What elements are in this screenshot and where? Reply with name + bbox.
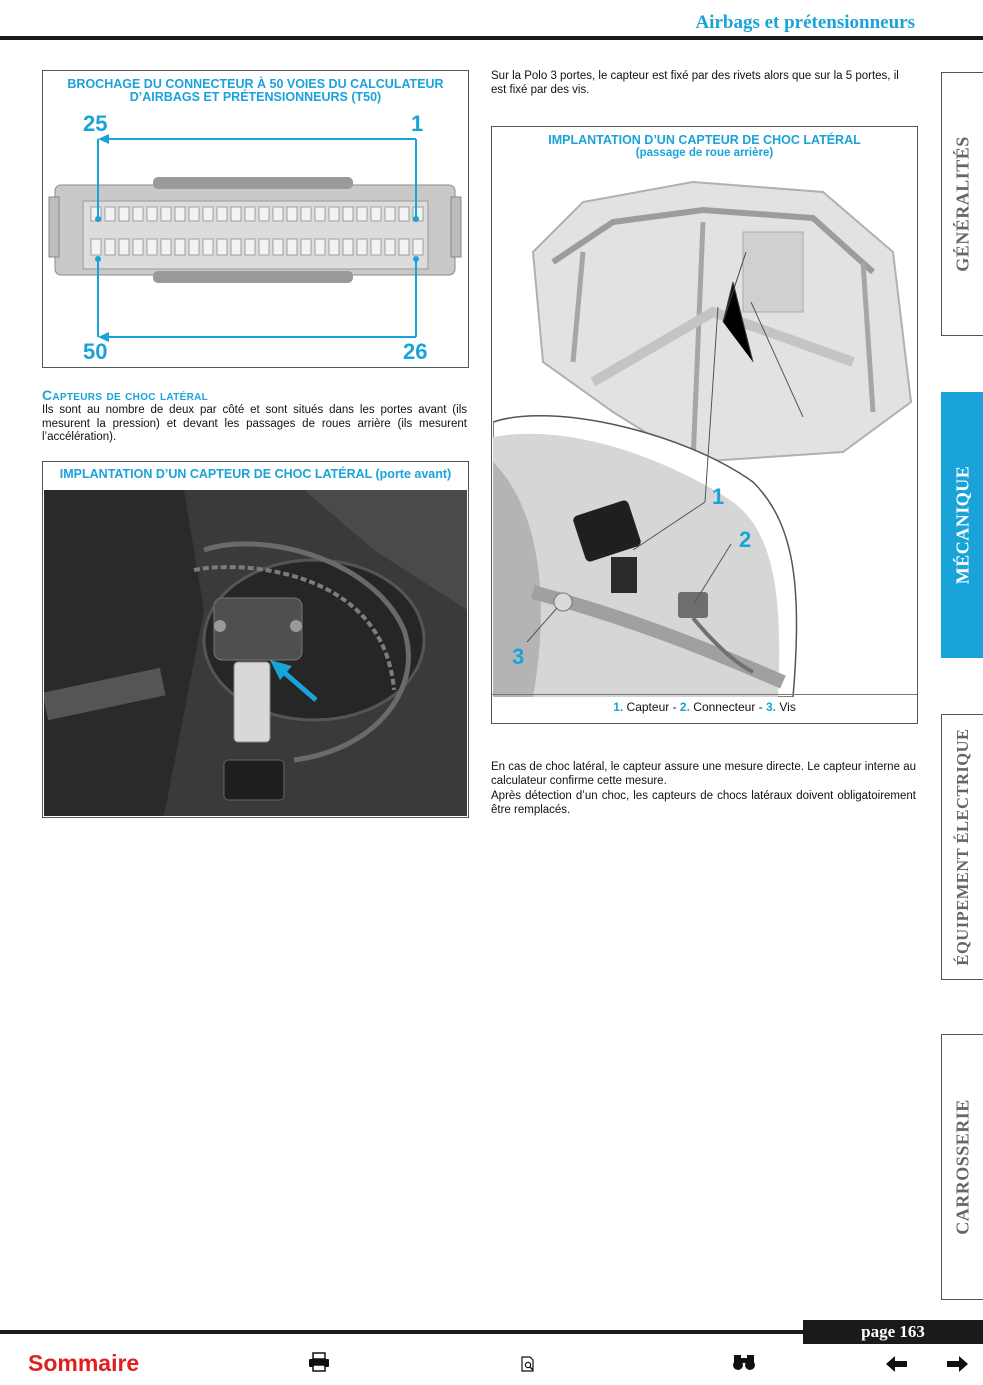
result-paragraph-1: En cas de choc latéral, le capteur assure une mesure directe. Le capteur interne au calculateur confirme cette mesure. [491, 761, 916, 787]
rear-wheel-illustration [493, 162, 916, 697]
header-rule [0, 36, 983, 40]
rear-figure-title-line2: (passage de roue arrière) [635, 147, 774, 159]
arrow-right-icon[interactable] [946, 1356, 968, 1372]
tab-generalites[interactable] [941, 72, 983, 336]
pin-label-25: 25 [83, 111, 108, 136]
legend-num-1: 1. [613, 700, 624, 714]
tab-equipement-label: ÉQUIPEMENT ÉLECTRIQUE [953, 728, 972, 966]
legend-sep-1: - [669, 700, 680, 714]
page-number: page 163 [861, 1322, 925, 1341]
legend-num-2: 2. [679, 700, 690, 714]
pin-label-26: 26 [403, 339, 428, 364]
legend-sep-2: - [755, 700, 766, 714]
tab-mecanique-label: MÉCANIQUE [952, 465, 973, 585]
tab-carrosserie[interactable] [941, 1034, 983, 1300]
tab-equipement-electrique[interactable] [941, 714, 983, 980]
front-door-figure-title: IMPLANTATION D’UN CAPTEUR DE CHOC LATÉRAL (porte avant) [59, 467, 452, 481]
connector-figure [42, 70, 469, 368]
printer-icon[interactable] [308, 1352, 330, 1372]
arrow-left-icon[interactable] [886, 1356, 908, 1372]
result-paragraph-2: Après détection d’un choc, les capteurs de chocs latéraux doivent obligatoirement être remplacés. [491, 790, 916, 816]
search-page-icon[interactable] [520, 1356, 536, 1372]
front-door-photo [44, 490, 467, 816]
legend-num-3: 3. [766, 700, 777, 714]
pin-label-1: 1 [411, 111, 424, 136]
binoculars-icon[interactable] [732, 1352, 756, 1372]
connector-drawing [43, 111, 468, 366]
legend-text-3: Vis [779, 700, 796, 714]
connector-figure-title-line1: BROCHAGE DU CONNECTEUR À 50 VOIES DU CALCULATEUR [67, 77, 444, 91]
tab-generalites-label: GÉNÉRALITÉS [952, 136, 973, 272]
rear-figure-legend [492, 701, 917, 715]
tab-mecanique[interactable] [941, 392, 983, 658]
rear-wheel-figure [491, 126, 918, 724]
legend-text-1: Capteur [626, 700, 670, 714]
page-header-title: Airbags et prétensionneurs [695, 12, 915, 33]
callout-3: 3 [512, 644, 525, 669]
callout-2: 2 [739, 527, 752, 552]
connector-figure-title-line2: D’AIRBAGS ET PRÉTENSIONNEURS (T50) [129, 90, 382, 104]
pin-label-50: 50 [83, 339, 108, 364]
section-paragraph: Ils sont au nombre de deux par côté et sont situés dans les portes avant (ils mesurent la pression) et devant les passages de roues arrière (ils mesurent l’accélération). [42, 404, 467, 443]
section-heading: Capteurs de choc latéral [42, 387, 209, 403]
front-door-figure [42, 461, 469, 818]
rear-figure-title-line1: IMPLANTATION D’UN CAPTEUR DE CHOC LATÉRAL [548, 133, 861, 147]
legend-text-2: Connecteur [693, 700, 756, 714]
callout-1: 1 [712, 484, 725, 509]
intro-paragraph: Sur la Polo 3 portes, le capteur est fixé par des rivets alors que sur la 5 portes, il est fixé par des vis. [491, 70, 899, 96]
sommaire-link[interactable]: Sommaire [28, 1350, 140, 1376]
tab-carrosserie-label: CARROSSERIE [952, 1099, 973, 1235]
